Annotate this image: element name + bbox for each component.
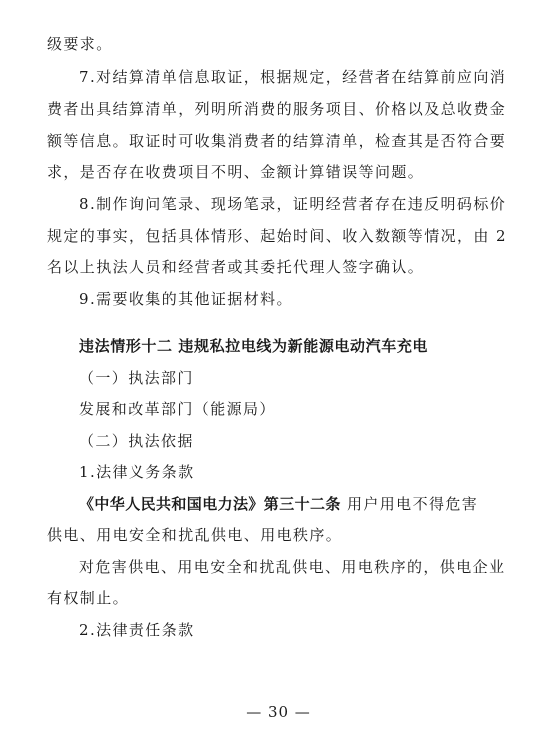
paragraph-line: 级要求。: [47, 35, 113, 53]
law-article-line: [79, 494, 513, 514]
paragraph-line: 发展和改革部门（能源局）: [79, 400, 276, 418]
paragraph-line: 对危害供电、用电安全和扰乱供电、用电秩序的，供电企业: [79, 558, 506, 576]
paragraph-line: 8.制作询问笔录、现场笔录，证明经营者存在违反明码标价: [79, 195, 507, 213]
subsection-title: （一）执法部门: [79, 369, 194, 387]
paragraph-line: 额等信息。取证时可收集消费者的结算清单，检查其是否符合要: [47, 132, 507, 150]
subsection-title: （二）执法依据: [79, 432, 194, 450]
paragraph-line: 9.需要收集的其他证据材料。: [79, 290, 293, 308]
paragraph-line: 费者出具结算清单，列明所消费的服务项目、价格以及总收费金: [47, 100, 507, 118]
paragraph-line: 名以上执法人员和经营者或其委托代理人签字确认。: [47, 258, 425, 276]
paragraph-line: 规定的事实，包括具体情形、起始时间、收入数额等情况，由 2: [47, 227, 507, 245]
law-article-title: 《中华人民共和国电力法》第三十二条: [79, 495, 341, 513]
law-article-text: 用户用电不得危害: [340, 495, 479, 513]
paragraph-line: 有权制止。: [47, 589, 130, 607]
section-heading: 违法情形十二 违规私拉电线为新能源电动汽车充电: [79, 337, 429, 355]
paragraph-line: 1.法律义务条款: [79, 463, 195, 481]
page-number: — 30 —: [246, 703, 311, 721]
paragraph-line: 7.对结算清单信息取证，根据规定，经营者在结算前应向消: [79, 68, 507, 86]
paragraph-line: 求，是否存在收费项目不明、金额计算错误等问题。: [47, 163, 425, 181]
paragraph-line: 供电、用电安全和扰乱供电、用电秩序。: [47, 526, 343, 544]
paragraph-line: 2.法律责任条款: [79, 621, 195, 639]
